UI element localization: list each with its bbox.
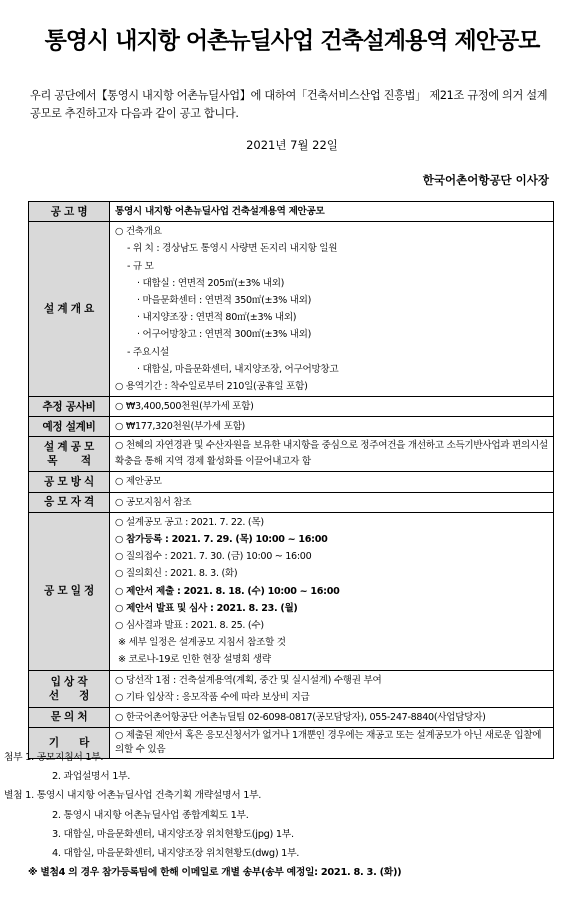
value-purpose: ○ 천혜의 자연경관 및 수산자원을 보유한 내지항을 중심으로 정주여건을 개선하고 소득기반사업과 편의시설 확충을 통해 지역 경제 활성화를 이끌어내고자 함 [110,437,554,472]
value-name: 통영시 내지항 어촌뉴딜사업 건축설계용역 제안공모 [110,202,554,222]
table-row [29,670,554,707]
announcement-table [28,201,554,759]
label-award: 입 상 작 선 정 [29,670,110,707]
table-row [29,222,554,397]
label-cost: 추정 공사비 [29,397,110,417]
issuer-name: 한국어촌어항공단 이사장 [422,173,549,187]
label-qualification: 응 모 자 격 [29,492,110,512]
value-qualification: ○ 공모지침서 참조 [110,492,554,512]
value-fee: ○ ₩177,320천원(부가세 포함) [110,417,554,437]
value-method: ○ 제안공모 [110,472,554,492]
table-row [29,397,554,417]
list-item: · 어구어망창고 : 연면적 300㎡(±3% 내외) [137,329,312,341]
list-item: ○ 건축개요 [115,226,162,238]
list-item: ○ 질의접수 : 2021. 7. 30. (금) 10:00 ~ 16:00 [115,551,312,563]
list-item: · 마을문화센터 : 연면적 350㎡(±3% 내외) [137,294,312,306]
list-item: 별첨 1. 통영시 내지항 어촌뉴딜사업 건축기획 개략설명서 1부. [4,790,262,802]
list-item: 3. 대합실, 마을문화센터, 내지양조장 위치현황도(jpg) 1부. [52,828,294,840]
label-etc: 기 타 [29,728,110,759]
value-contact: ○ 한국어촌어항공단 어촌뉴딜팀 02-6098-0817(공모담당자), 055-247-8840(사업담당자) [110,707,554,727]
list-item: ○ 기타 입상작 : 응모작품 수에 따라 보상비 지급 [115,691,310,703]
attachments-list [4,748,564,882]
list-item: ○ 제안서 제출 : 2021. 8. 18. (수) 10:00 ~ 16:00 [115,585,340,597]
list-item: - 주요시설 [127,346,169,358]
label-method: 공 모 방 식 [29,472,110,492]
list-item: ○ 설계공모 공고 : 2021. 7. 22. (목) [115,516,264,528]
value-award [110,670,554,707]
list-item: · 대합실 : 연면적 205㎡(±3% 내외) [137,277,285,289]
announcement-date: 2021년 7월 22일 [246,138,338,152]
page-title: 통영시 내지항 어촌뉴딜사업 건축설계용역 제안공모 [44,28,540,54]
list-item: ○ 참가등록 : 2021. 7. 29. (목) 10:00 ~ 16:00 [115,534,328,545]
table-row [29,707,554,727]
value-etc: ○ 제출된 제안서 혹은 응모신청서가 없거나 1개뿐인 경우에는 재공고 또는 설계공모가 아닌 새로운 입찰에 의할 수 있음 [110,728,554,759]
label-overview: 설 계 개 요 [29,222,110,397]
list-item: ○ 질의회신 : 2021. 8. 3. (화) [115,568,238,580]
table-row [29,202,554,222]
intro-text: 우리 공단에서【통영시 내지항 어촌뉴딜사업】에 대하여「건축서비스산업 진흥법」 제21조 규정에 의거 설계공모로 추진하고자 다음과 같이 공고 합니다. [30,89,548,120]
list-item: ○ 제안서 발표 및 심사 : 2021. 8. 23. (월) [115,602,298,614]
list-item: ○ 심사결과 발표 : 2021. 8. 25. (수) [115,619,264,631]
table-row [29,472,554,492]
list-item: - 규 모 [127,260,154,272]
list-item: ※ 별첨4 의 경우 참가등록팀에 한해 이메일로 개별 송부(송부 예정일: 2021. 8. 3. (화)) [28,867,402,879]
table-row [29,417,554,437]
label-name: 공 고 명 [29,202,110,222]
list-item: · 대합실, 마을문화센터, 내지양조장, 어구어망창고 [137,363,339,375]
table-row [29,512,554,670]
value-overview [110,222,554,397]
list-item: 2. 과업설명서 1부. [52,771,131,783]
value-schedule [110,512,554,670]
list-item: ○ 당선작 1점 : 건축설계용역(계획, 중간 및 실시설계) 수행권 부여 [115,674,382,686]
list-item: 4. 대합실, 마을문화센터, 내지양조장 위치현황도(dwg) 1부. [52,847,300,859]
list-item: 첨부 1. 공모지침서 1부. [4,752,104,763]
list-item: ○ 용역기간 : 착수일로부터 210일(공휴일 포함) [115,380,308,392]
table-row [29,437,554,472]
value-cost: ○ ₩3,400,500천원(부가세 포함) [110,397,554,417]
label-contact: 문 의 처 [29,707,110,727]
label-fee: 예정 설계비 [29,417,110,437]
table-row [29,492,554,512]
list-item: · 내지양조장 : 연면적 80㎡(±3% 내외) [137,312,297,324]
list-item: - 위 치 : 경상남도 통영시 사량면 돈지리 내지항 일원 [127,243,338,255]
list-item: ※ 세부 일정은 설계공모 지침서 참조할 것 [118,637,286,649]
list-item: ※ 코로나-19로 인한 현장 설명회 생략 [118,654,271,666]
list-item: 2. 통영시 내지항 어촌뉴딜사업 종합계획도 1부. [52,809,249,821]
label-purpose: 설 계 공 모 목 적 [29,437,110,472]
label-schedule: 공 모 일 정 [29,512,110,670]
